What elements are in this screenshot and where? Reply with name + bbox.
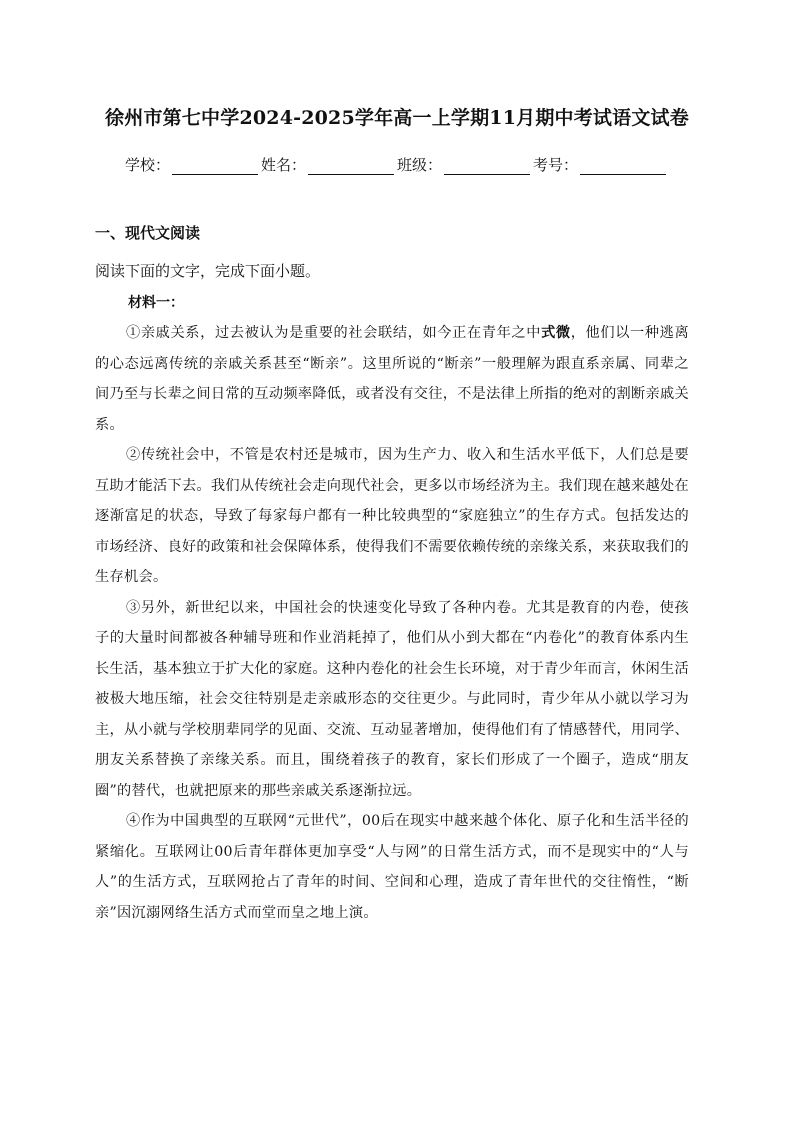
paragraph-1-emphasis: 式微 <box>541 325 571 341</box>
paragraph-3: ③另外，新世纪以来，中国社会的快速变化导致了各种内卷。尤其是教育的内卷，使孩子的大量时间都被各种辅导班和作业消耗掉了，他们从小到大都在“内卷化”的教育体系内生长生活，基本独立于扩大化的家庭。这种内卷化的社会生长环境，对于青少年而言，休闲生活被极大地压缩，社会交往特别是走亲戚形态的交往更少。与此同时，青少年从小就以学习为主，从小就与学校朋辈同学的见面、交流、互动显著增加，使得他们有了情感替代，用同学、朋友关系替换了亲缘关系。而且，围绕着孩子的教育，家长们形成了一个圈子，造成“朋友圈”的替代，也就把原来的那些亲戚关系逐渐拉远。 <box>95 599 689 799</box>
material-label: 材料一： <box>128 295 184 311</box>
exam-number-blank <box>580 158 666 175</box>
name-label: 姓名： <box>261 156 307 174</box>
exam-number-label: 考号： <box>533 156 579 174</box>
student-info-row <box>125 154 685 175</box>
exam-title: 徐州市第七中学2024-2025学年高一上学期11月期中考试语文试卷 <box>105 107 689 129</box>
class-label: 班级： <box>397 156 443 174</box>
paragraph-4: ④作为中国典型的互联网“元世代”，00后在现实中越来越个体化、原子化和生活半径的紧缩化。互联网让00后青年群体更加享受“人与网”的日常生活方式，而不是现实中的“人与人”的生活方式，互联网抢占了青年的时间、空间和心理，造成了青年世代的交往惰性，“断亲”因沉溺网络生活方式而堂而皇之地上演。 <box>95 813 689 921</box>
section-heading: 一、现代文阅读 <box>95 224 201 242</box>
school-label: 学校： <box>125 156 171 174</box>
school-blank <box>172 158 258 175</box>
paragraph-1-text-a: ①亲戚关系，过去被认为是重要的社会联结，如今正在青年之中 <box>126 325 542 341</box>
reading-instruction: 阅读下面的文字，完成下面小题。 <box>95 262 321 280</box>
passage-body <box>95 318 689 928</box>
paragraph-1 <box>95 318 689 440</box>
name-blank <box>308 158 394 175</box>
paragraph-2: ②传统社会中，不管是农村还是城市，因为生产力、收入和生活水平低下，人们总是要互助才能活下去。我们从传统社会走向现代社会，更多以市场经济为主。我们现在越来越处在逐渐富足的状态，导致了每家每户都有一种比较典型的“家庭独立”的生存方式。包括发达的市场经济、良好的政策和社会保障体系，使得我们不需要依赖传统的亲缘关系，来获取我们的生存机会。 <box>95 447 689 585</box>
class-blank <box>444 158 530 175</box>
paragraph-1-text-b: ，他们以一种逃离的心态远离传统的亲戚关系甚至“断亲”。这里所说的“断亲”一般理解为跟直系亲属、同辈之间乃至与长辈之间日常的互动频率降低，或者没有交往，不是法律上所指的绝对的割断亲戚关系。 <box>95 325 689 433</box>
